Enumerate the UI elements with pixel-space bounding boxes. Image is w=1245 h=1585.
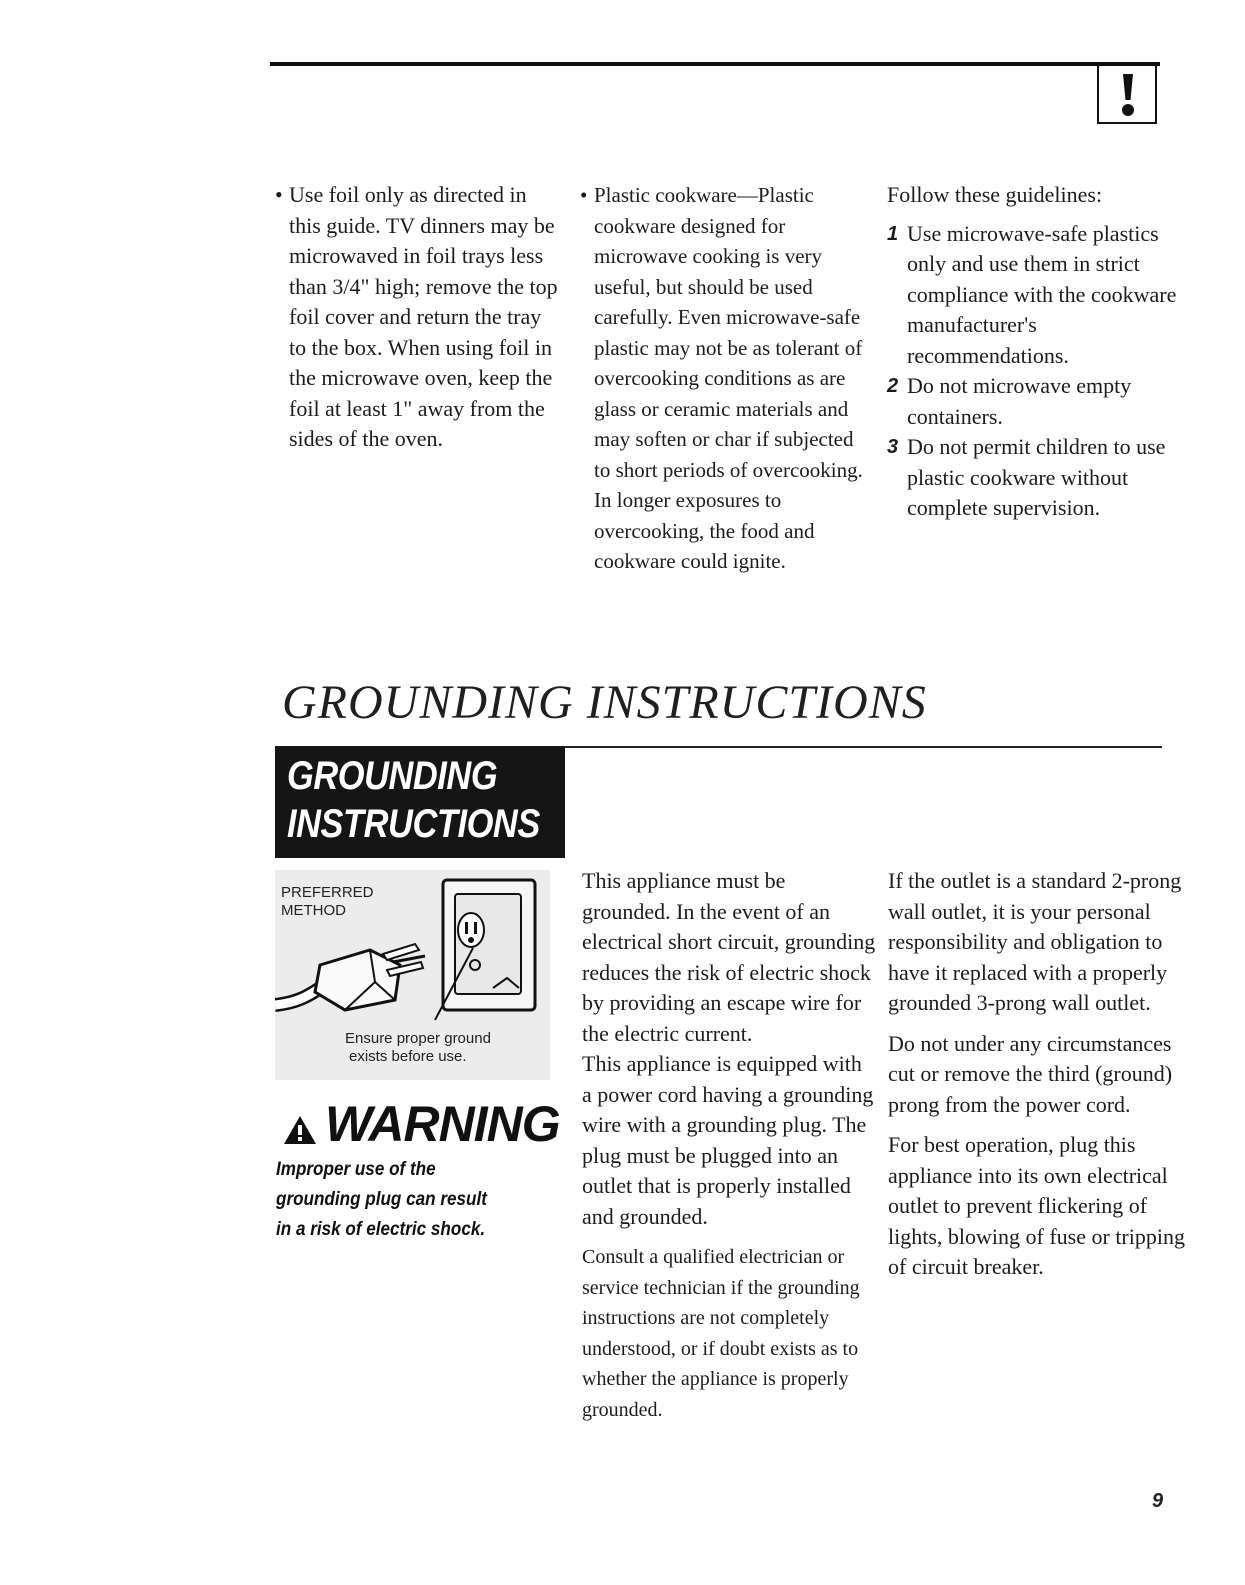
- top-rule: [270, 62, 1160, 66]
- warning-heading: [283, 1095, 560, 1157]
- exclamation-icon: [1097, 62, 1157, 124]
- plastic-text: Plastic cookware—Plastic cookware designed for microwave cooking is very useful, but should be used carefully. Even microwave-safe plastic may not be as tolerant of overcooking conditions as are glass or ceramic materials and may soften or char if subjected to short periods of overcooking. In longer exposures to overcooking, the food and cookware could ignite.: [594, 183, 863, 573]
- bullet-icon: •: [275, 182, 283, 207]
- section-banner: [275, 746, 565, 858]
- banner-line: GROUNDING: [287, 754, 498, 798]
- figure-caption: Ensure proper ground exists before use.: [345, 1030, 491, 1065]
- bullet-icon: •: [580, 183, 588, 207]
- figure-label-top: PREFERRED METHOD: [281, 884, 374, 919]
- list-text: Do not permit children to use plastic cookware without complete supervision.: [907, 434, 1166, 520]
- list-text: Use microwave-safe plastics only and use them in strict compliance with the cookware manufacturer's recommendations.: [907, 220, 1177, 368]
- section-rule: [565, 746, 1162, 748]
- grounding-column-left: [582, 866, 877, 1425]
- paragraph: Consult a qualified electrician or service technician if the grounding instructions are not completely understood, or if doubt exists as to whether the appliance is properly grounded.: [582, 1246, 860, 1421]
- list-text: Do not microwave empty containers.: [907, 373, 1132, 429]
- banner-line: INSTRUCTIONS: [287, 802, 540, 846]
- plastic-column: [580, 180, 875, 577]
- page-number: 9: [1152, 1490, 1164, 1512]
- guidelines-list: [887, 219, 1187, 524]
- paragraph: This appliance is equipped with a power cord having a grounding wire with a grounding plug. The plug must be plugged into an outlet that is properly installed and grounded.: [582, 1051, 874, 1229]
- warning-title: WARNING: [325, 1096, 560, 1152]
- list-number: 3: [887, 436, 899, 458]
- warning-text: Improper use of the grounding plug can result in a risk of electric shock.: [276, 1159, 487, 1240]
- section-heading: GROUNDING INSTRUCTIONS: [282, 676, 927, 729]
- list-number: 2: [887, 375, 899, 397]
- list-item: [887, 371, 1187, 432]
- guidelines-column: [887, 180, 1187, 524]
- paragraph: This appliance must be grounded. In the event of an electrical short circuit, grounding reduces the risk of electric shock by providing an escape wire for the electric current.: [582, 868, 876, 1046]
- grounding-plug-figure: [275, 870, 550, 1080]
- foil-bullet-item: [275, 180, 560, 455]
- plastic-bullet-item: [580, 180, 875, 577]
- paragraph: Do not under any circumstances cut or remove the third (ground) prong from the power cord.: [888, 1030, 1173, 1117]
- grounding-column-right: [888, 866, 1188, 1283]
- warning-triangle-icon: [283, 1099, 317, 1157]
- paragraph: If the outlet is a standard 2-prong wall outlet, it is your personal responsibility and obligation to have it replaced with a properly grounded 3-prong wall outlet.: [888, 868, 1182, 1015]
- list-item: [887, 219, 1187, 372]
- paragraph: For best operation, plug this appliance into its own electrical outlet to prevent flickering of lights, blowing of fuse or tripping of circuit breaker.: [888, 1132, 1185, 1279]
- foil-text: Use foil only as directed in this guide. TV dinners may be microwaved in foil trays less than 3/4" high; remove the top foil cover and return the tray to the box. When using foil in the microwave oven, keep the foil at least 1" away from the sides of the oven.: [289, 182, 558, 451]
- list-number: 1: [887, 222, 899, 245]
- foil-column: [275, 180, 560, 455]
- list-item: [887, 432, 1187, 524]
- guidelines-intro: Follow these guidelines:: [887, 182, 1103, 207]
